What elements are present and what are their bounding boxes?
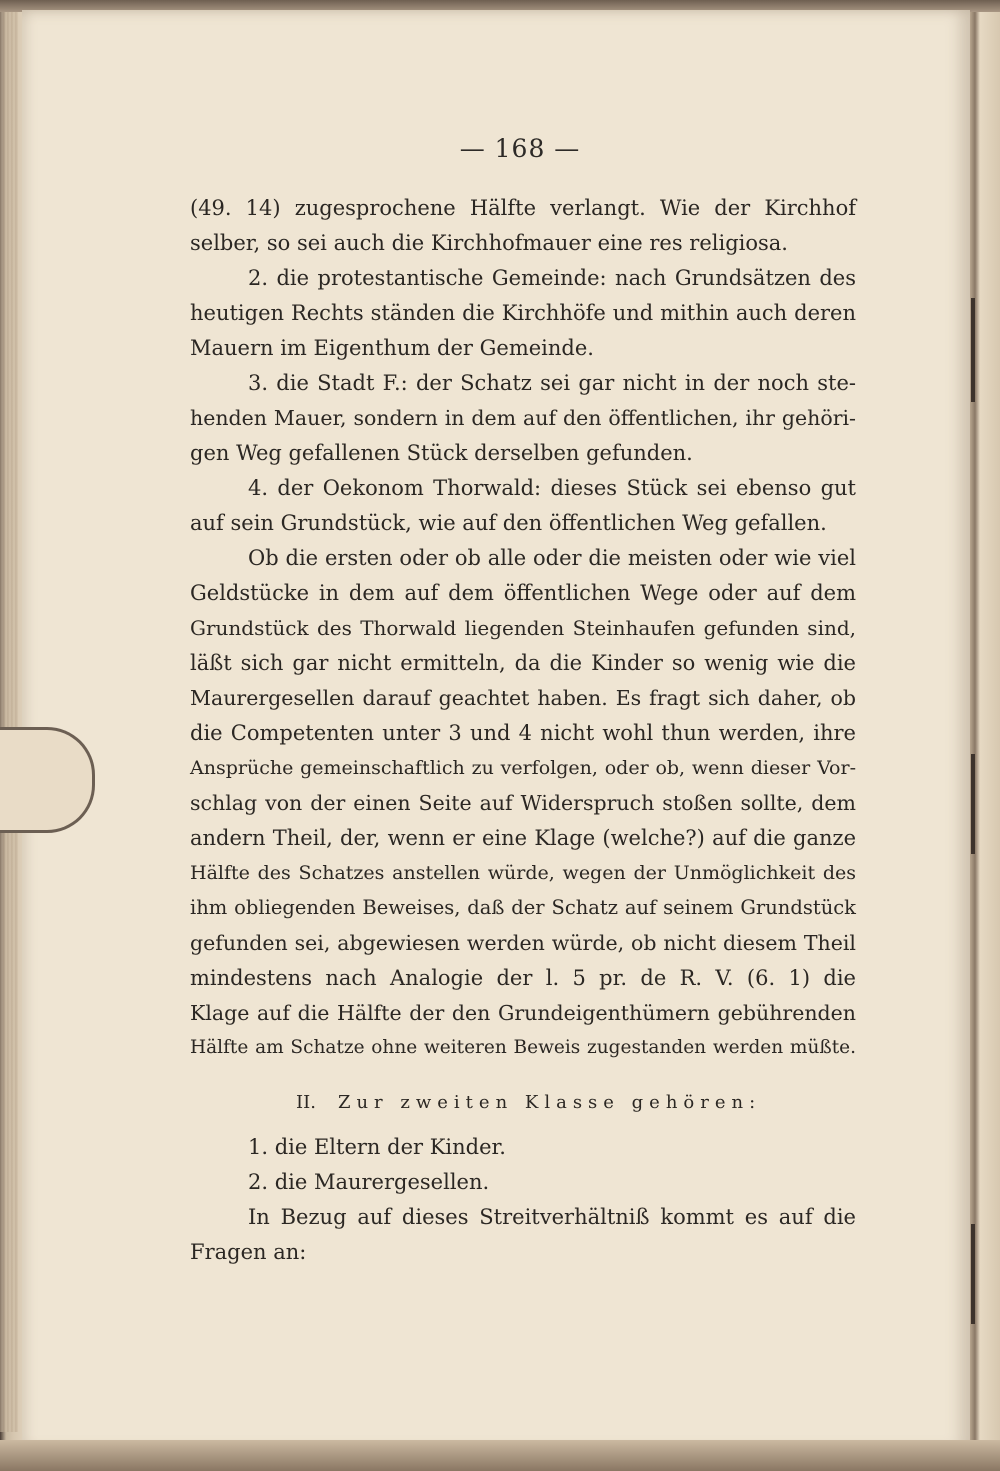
text-line: 3. die Stadt F.: der Schatz sei gar nicht in der noch ste- (248, 371, 856, 395)
text-line: ihm obliegenden Beweises, daß der Schatz auf seinem Grundstück (190, 896, 856, 919)
section-title: Zur zweiten Klasse gehören: (337, 1092, 762, 1113)
section-number: II. (296, 1092, 316, 1113)
text-line: auf sein Grundstück, wie auf den öffentlichen Weg gefallen. (190, 511, 827, 535)
text-line: die Competenten unter 3 und 4 nicht wohl thun werden, ihre (190, 721, 856, 745)
text-line: Ob die ersten oder ob alle oder die meisten oder wie viel (248, 546, 856, 570)
bottom-page-edge (0, 1440, 1000, 1471)
text-line: Hälfte des Schatzes anstellen würde, wegen der Unmöglichkeit des (190, 862, 856, 884)
page-number: — 168 — (459, 134, 581, 163)
text-line: 2. die protestantische Gemeinde: nach Grundsätzen des (248, 266, 856, 290)
text-line: Klage auf die Hälfte der den Grundeigenthümern gebührenden (190, 1001, 856, 1025)
text-line: gen Weg gefallenen Stück derselben gefunden. (190, 441, 693, 465)
gutter-rule-upper (971, 298, 975, 402)
text-line: henden Mauer, sondern in dem auf den öffentlichen, ihr gehöri- (190, 406, 856, 430)
text-line: gefunden sei, abgewiesen werden würde, ob nicht diesem Theil (190, 931, 856, 955)
gutter-rule-middle (971, 754, 975, 854)
text-line: 4. der Oekonom Thorwald: dieses Stück sei ebenso gut (248, 476, 856, 500)
text-line: andern Theil, der, wenn er eine Klage (welche?) auf die ganze (190, 826, 856, 850)
text-line: selber, so sei auch die Kirchhofmauer eine res religiosa. (190, 231, 788, 255)
text-line: läßt sich gar nicht ermitteln, da die Kinder so wenig wie die (190, 651, 856, 675)
text-line: Mauern im Eigenthum der Gemeinde. (190, 336, 594, 360)
text-line: Fragen an: (190, 1240, 307, 1264)
bookmark-tab (0, 727, 95, 833)
text-line: In Bezug auf dieses Streitverhältniß kommt es auf die (248, 1205, 856, 1229)
left-page-stack (0, 12, 18, 1432)
text-line: Hälfte am Schatze ohne weiteren Beweis zugestanden werden müßte. (190, 1037, 856, 1058)
gutter-rule-lower (971, 1224, 975, 1324)
list-item: 1. die Eltern der Kinder. (248, 1135, 506, 1159)
text-line: Ansprüche gemeinschaftlich zu verfolgen, oder ob, wenn dieser Vor- (190, 757, 856, 779)
section-heading (296, 1086, 766, 1120)
text-line: schlag von der einen Seite auf Widerspruch stoßen sollte, dem (190, 791, 856, 815)
list-item: 2. die Maurergesellen. (248, 1170, 490, 1194)
text-line: heutigen Rechts ständen die Kirchhöfe und mithin auch deren (190, 301, 856, 325)
text-line: Geldstücke in dem auf dem öffentlichen Wege oder auf dem (190, 581, 856, 605)
text-line: Maurergesellen darauf geachtet haben. Es fragt sich daher, ob (190, 686, 856, 710)
text-line: Grundstück des Thorwald liegenden Steinhaufen gefunden sind, (190, 616, 856, 640)
text-line: mindestens nach Analogie der l. 5 pr. de R. V. (6. 1) die (190, 966, 856, 990)
text-line: (49. 14) zugesprochene Hälfte verlangt. Wie der Kirchhof (190, 196, 856, 220)
